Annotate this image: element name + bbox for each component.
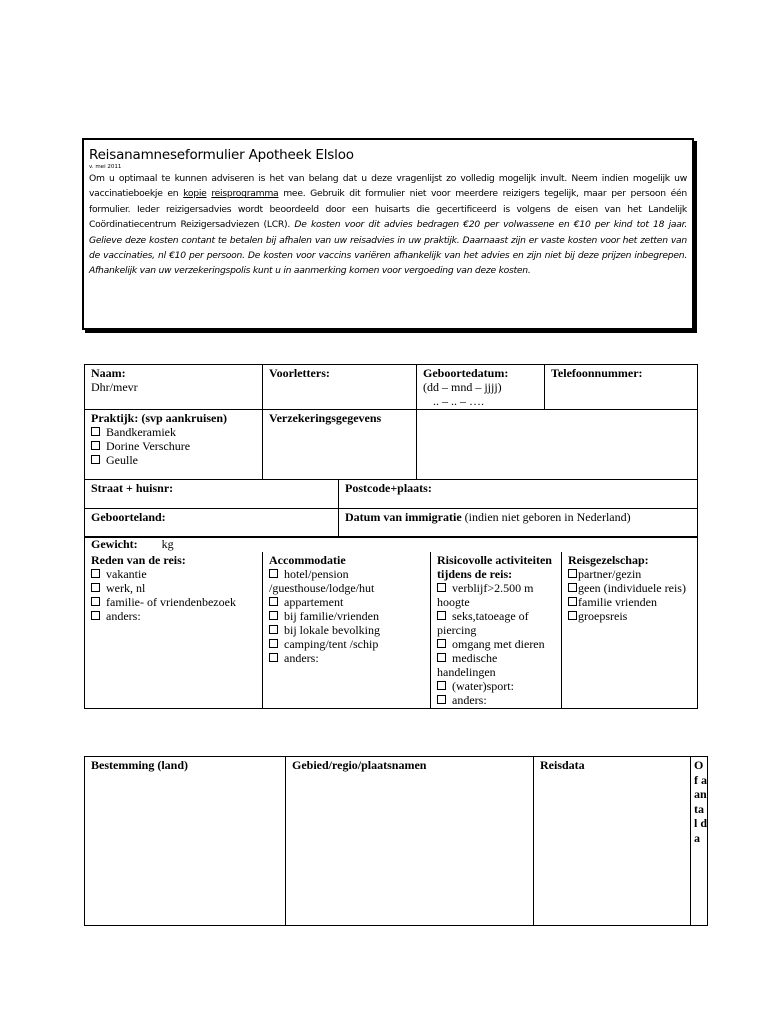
checkbox-icon: [269, 597, 278, 606]
voorletters-label: Voorletters:: [269, 366, 330, 380]
reden-option[interactable]: anders:: [91, 609, 256, 623]
form-title: Reisanamneseformulier Apotheek Elsloo: [89, 147, 354, 163]
risico-option[interactable]: anders:: [437, 693, 555, 707]
risico-option[interactable]: verblijf>2.500 m hoogte: [437, 581, 534, 609]
checkbox-icon: [437, 681, 446, 690]
gezelschap-option[interactable]: groepsreis: [568, 609, 691, 623]
checkbox-icon: [437, 653, 446, 662]
immigratie-label: Datum van immigratie: [345, 510, 462, 524]
checkbox-icon: [269, 611, 278, 620]
verzekering-label: Verzekeringsgegevens: [269, 411, 382, 425]
risico-option[interactable]: omgang met dieren: [437, 637, 555, 651]
reden-option[interactable]: vakantie: [91, 567, 256, 581]
checkbox-icon: [568, 583, 577, 592]
checkbox-icon: [269, 569, 278, 578]
geboorteland-label: Geboorteland:: [91, 510, 166, 524]
postcode-cell[interactable]: [339, 480, 698, 509]
checkbox-icon: [91, 455, 100, 464]
checkbox-icon: [568, 569, 577, 578]
checkbox-icon: [91, 569, 100, 578]
intro-reisprogramma: reisprogramma: [211, 188, 279, 200]
aantal-dagen-cell[interactable]: [691, 757, 708, 926]
geboortedatum-blank: .. – .. – ….: [433, 394, 484, 408]
bestemming-cell[interactable]: [85, 757, 286, 926]
checkbox-icon: [91, 441, 100, 450]
praktijk-option[interactable]: Dorine Verschure: [91, 439, 256, 453]
checkbox-icon: [568, 597, 577, 606]
gewicht-cell[interactable]: [85, 537, 698, 553]
checkbox-icon: [437, 583, 446, 592]
risico-option[interactable]: medische handelingen: [437, 651, 498, 679]
accommodatie-option[interactable]: appartement: [269, 595, 424, 609]
accommodatie-option[interactable]: camping/tent /schip: [269, 637, 424, 651]
destination-table: [84, 756, 708, 926]
form-date: v. mei 2011: [89, 164, 122, 170]
geboortedatum-format: (dd – mnd – jjjj): [423, 380, 502, 394]
praktijk-cell: [85, 410, 263, 480]
geboortedatum-cell[interactable]: [417, 365, 545, 410]
checkbox-icon: [91, 583, 100, 592]
telefoon-cell[interactable]: [545, 365, 698, 410]
intro-p1: Om u optimaal te kunnen adviseren is het van belang dat u deze vragenlijst zo volledig mogelijk invult. Neem indien mogelijk uw vaccinatieboekje en: [89, 173, 687, 200]
checkbox-icon: [269, 653, 278, 662]
gezelschap-option[interactable]: partner/gezin: [568, 567, 691, 581]
risico-option[interactable]: (water)sport:: [437, 679, 555, 693]
praktijk-option[interactable]: Bandkeramiek: [91, 425, 256, 439]
reisdata-header: Reisdata: [540, 758, 585, 772]
gezelschap-option[interactable]: geen (individuele reis): [568, 581, 691, 595]
immigratie-cell[interactable]: [339, 509, 698, 538]
telefoon-label: Telefoonnummer:: [551, 366, 643, 380]
geboorteland-cell[interactable]: [85, 509, 339, 538]
gewicht-unit: kg: [161, 537, 174, 551]
naam-label: Naam:: [91, 366, 126, 380]
checkbox-icon: [437, 639, 446, 648]
risico-option[interactable]: seks,tatoeage of piercing: [437, 609, 529, 637]
intro-text: [89, 171, 687, 279]
checkbox-icon: [269, 639, 278, 648]
intro-p2: mee. Gebruik dit formulier niet voor meerdere reizigers tegelijk, maar per persoon één formulier. Ieder reizigersadvies wordt beoordeeld door een huisarts die gecertificeerd is volgens de eisen van het Landelijk Coördinatiecentrum Reizigersadviezen (LCR).: [89, 188, 688, 231]
reden-cell: [85, 552, 263, 709]
immigratie-note: (indien niet geboren in Nederland): [461, 510, 631, 524]
verzekering-field[interactable]: [417, 410, 698, 480]
personal-info-table: [84, 364, 698, 538]
accommodatie-option[interactable]: bij familie/vrienden: [269, 609, 424, 623]
checkbox-icon: [568, 611, 577, 620]
gewicht-label: Gewicht:: [91, 537, 138, 551]
intro-kopie: kopie: [183, 188, 207, 200]
geboortedatum-label: Geboortedatum:: [423, 366, 509, 380]
intro-p3: De kosten voor dit advies bedragen €20 per volwassene en €10 per kind tot 18 jaar. Gelieve deze kosten contant te betalen bij afhalen van uw reisadvies in uw praktijk. Daarnaast zijn er vaste kosten voor het zetten van de vaccinaties, nl €10 per persoon. De kosten voor vaccins variëren afhankelijk van het advies en zijn niet bij deze prijzen inbegrepen. Afhankelijk van uw verzekeringspolis kunt u in aanmerking komen voor vergoeding van deze kosten.: [89, 219, 687, 277]
accommodatie-option[interactable]: bij lokale bevolking: [269, 623, 424, 637]
verzekering-cell: [263, 410, 417, 480]
gebied-header: Gebied/regio/plaatsnamen: [292, 758, 427, 772]
straat-label: Straat + huisnr:: [91, 481, 174, 495]
voorletters-cell[interactable]: [263, 365, 417, 410]
travel-info-table: [84, 536, 698, 709]
checkbox-icon: [91, 427, 100, 436]
gezelschap-option[interactable]: familie vrienden: [568, 595, 691, 609]
postcode-label: Postcode+plaats:: [345, 481, 432, 495]
bestemming-header: Bestemming (land): [91, 758, 188, 772]
risico-label: Risicovolle activiteiten tijdens de reis:: [437, 553, 552, 581]
risico-cell: [431, 552, 562, 709]
accommodatie-cell: [263, 552, 431, 709]
checkbox-icon: [91, 597, 100, 606]
reden-label: Reden van de reis:: [91, 553, 186, 567]
checkbox-icon: [269, 625, 278, 634]
reden-option[interactable]: werk, nl: [91, 581, 256, 595]
praktijk-label: Praktijk: (svp aankruisen): [91, 411, 228, 425]
naam-cell[interactable]: [85, 365, 263, 410]
naam-sub: Dhr/mevr: [91, 380, 138, 394]
accommodatie-option[interactable]: anders:: [269, 651, 424, 665]
reden-option[interactable]: familie- of vriendenbezoek: [91, 595, 256, 609]
gebied-cell[interactable]: [286, 757, 534, 926]
accommodatie-label: Accommodatie: [269, 553, 346, 567]
intro-box: [82, 138, 694, 330]
praktijk-option[interactable]: Geulle: [91, 453, 256, 467]
checkbox-icon: [437, 695, 446, 704]
reisdata-cell[interactable]: [534, 757, 691, 926]
gezelschap-cell: [562, 552, 698, 709]
aantal-dagen-header: Of aantal da: [694, 758, 708, 845]
checkbox-icon: [91, 611, 100, 620]
straat-cell[interactable]: [85, 480, 339, 509]
accommodatie-option[interactable]: hotel/pension /guesthouse/lodge/hut: [269, 567, 375, 595]
gezelschap-label: Reisgezelschap:: [568, 553, 649, 567]
checkbox-icon: [437, 611, 446, 620]
